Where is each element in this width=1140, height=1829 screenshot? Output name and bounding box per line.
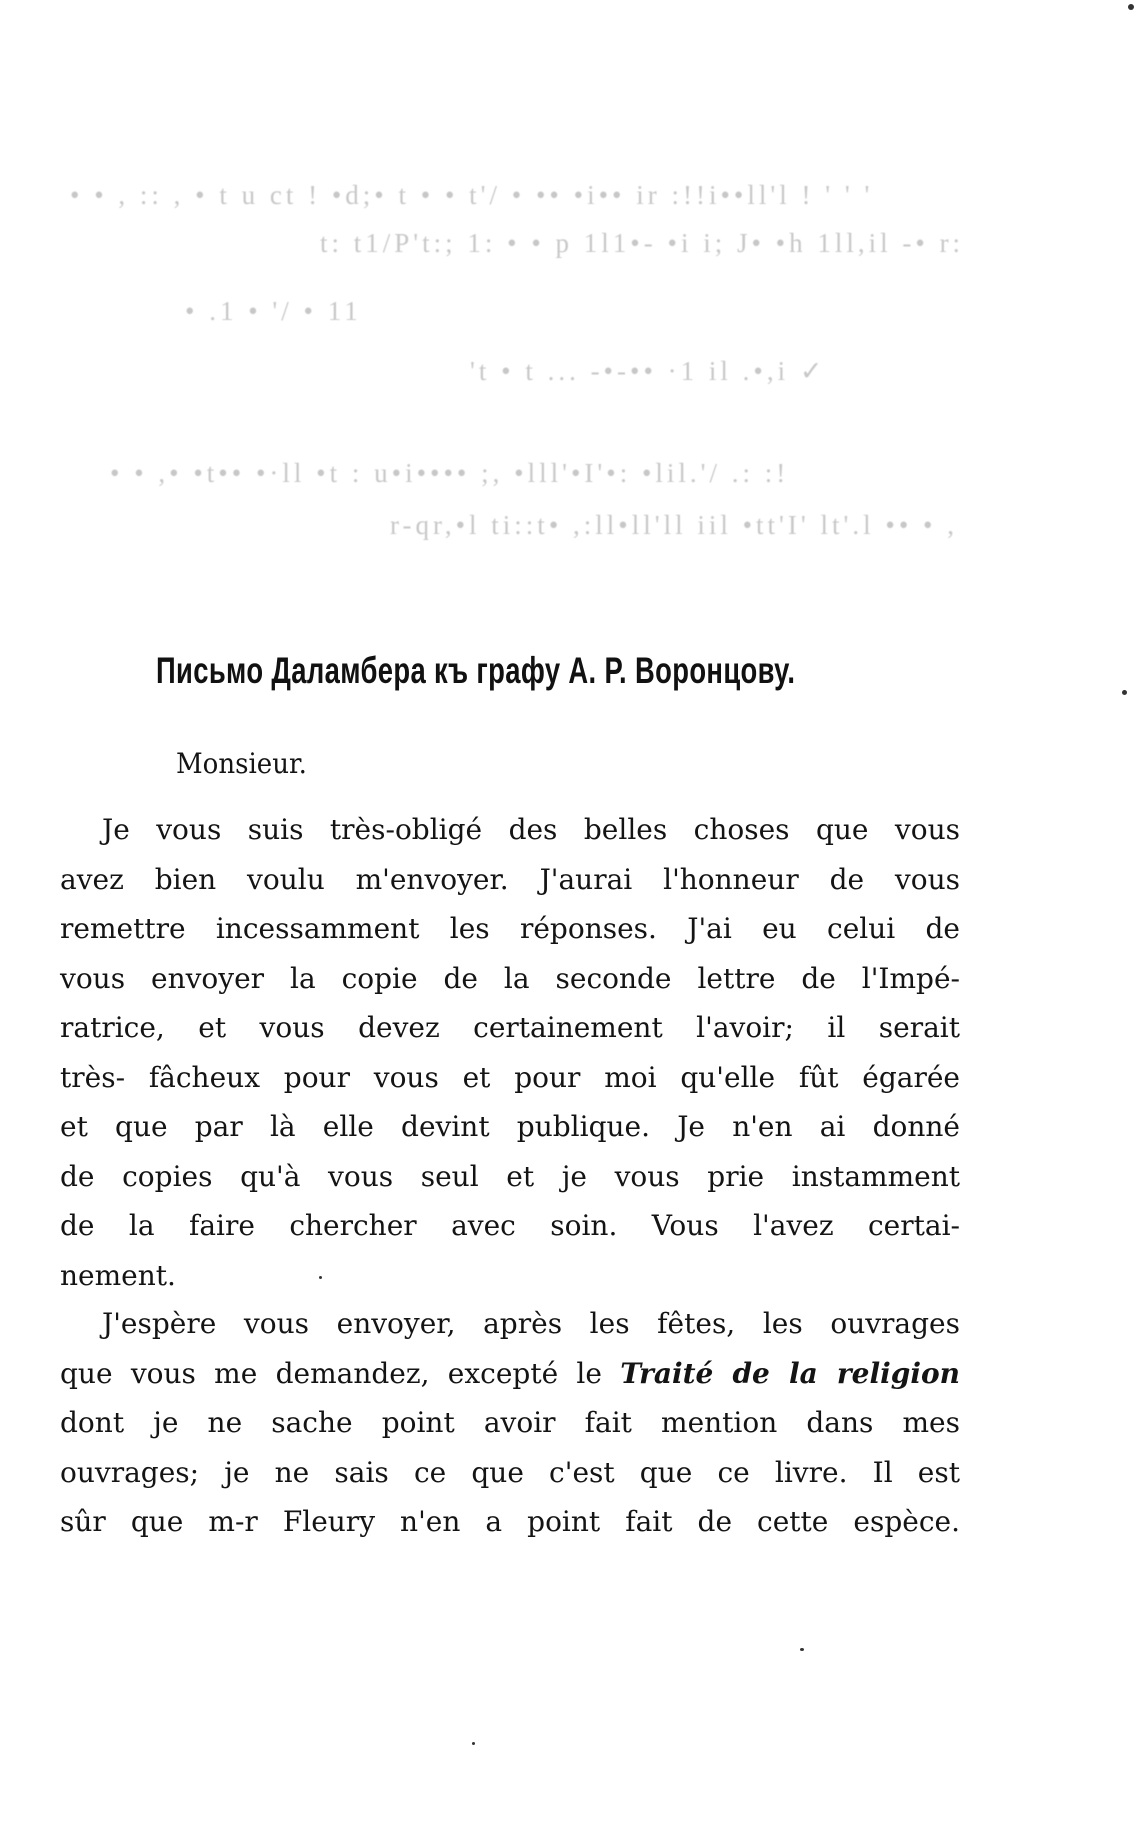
- paragraph-1-line: nement.: [60, 1258, 176, 1292]
- show-through-line-4: 't • t ... -•-•• ·1 il .•,i ✓: [470, 356, 827, 386]
- show-through-line-5: • • ,• •t•• •·ll •t : u•i•••• ;, •lll'•I'•: •lil.'/ .: :!: [110, 458, 790, 488]
- print-speck: [319, 1276, 322, 1279]
- print-speck: [1128, 4, 1134, 10]
- print-speck: [472, 1742, 475, 1745]
- paragraph-2-line: [60, 1349, 960, 1399]
- show-through-line-3: • .1 • '/ • 11: [185, 296, 362, 326]
- print-speck: [800, 1648, 804, 1651]
- paragraph-1-line: Je vous suis très-obligé des belles choses que vous: [102, 813, 960, 846]
- show-through-line-2: t: t1/P't:; 1: • • p 1l1•- •i i; J• •h 1ll,il -• r:: [320, 228, 965, 258]
- paragraph-1-line: de la faire chercher avec soin. Vous l'avez certai-: [60, 1209, 960, 1242]
- paragraph-2: [60, 1299, 960, 1547]
- paragraph-2-line: sûr que m-r Fleury n'en a point fait de cette espèce.: [60, 1505, 960, 1538]
- letter-heading: Письмо Даламбера къ графу А. Р. Воронцову.: [156, 650, 796, 691]
- paragraph-2-line: dont je ne sache point avoir fait mention dans mes: [60, 1406, 960, 1439]
- show-through-line-1: • • , :: , • t u ct ! •d;• t • • t'/ • •• •i•• ir :!!i••ll'l ! ' ' ': [70, 180, 874, 210]
- paragraph-2-line: J'espère vous envoyer, après les fêtes, les ouvrages: [102, 1307, 960, 1340]
- paragraph-1: [60, 805, 960, 1300]
- salutation: Monsieur.: [176, 747, 307, 780]
- book-title-italic: Traité de la religion: [620, 1356, 961, 1390]
- paragraph-2-text: que vous me demandez, excepté le: [60, 1356, 602, 1390]
- paragraph-1-line: et que par là elle devint publique. Je n'en ai donné: [60, 1110, 960, 1143]
- paragraph-1-line: ratrice, et vous devez certainement l'avoir; il serait: [60, 1011, 960, 1044]
- paragraph-1-line: vous envoyer la copie de la seconde lettre de l'Impé-: [60, 961, 960, 995]
- show-through-line-6: r-qr,•l ti::t• ,:ll•ll'll iil •tt'I' lt'.l •• • ,: [390, 510, 959, 540]
- paragraph-1-line: très- fâcheux pour vous et pour moi qu'elle fût égarée: [60, 1060, 960, 1094]
- print-speck: [1122, 690, 1127, 695]
- paragraph-1-line: de copies qu'à vous seul et je vous prie instamment: [60, 1159, 960, 1193]
- paragraph-1-line: avez bien voulu m'envoyer. J'aurai l'honneur de vous: [60, 862, 960, 896]
- paragraph-1-line: remettre incessamment les réponses. J'ai eu celui de: [60, 912, 960, 945]
- paragraph-2-line: ouvrages; je ne sais ce que c'est que ce livre. Il est: [60, 1455, 960, 1489]
